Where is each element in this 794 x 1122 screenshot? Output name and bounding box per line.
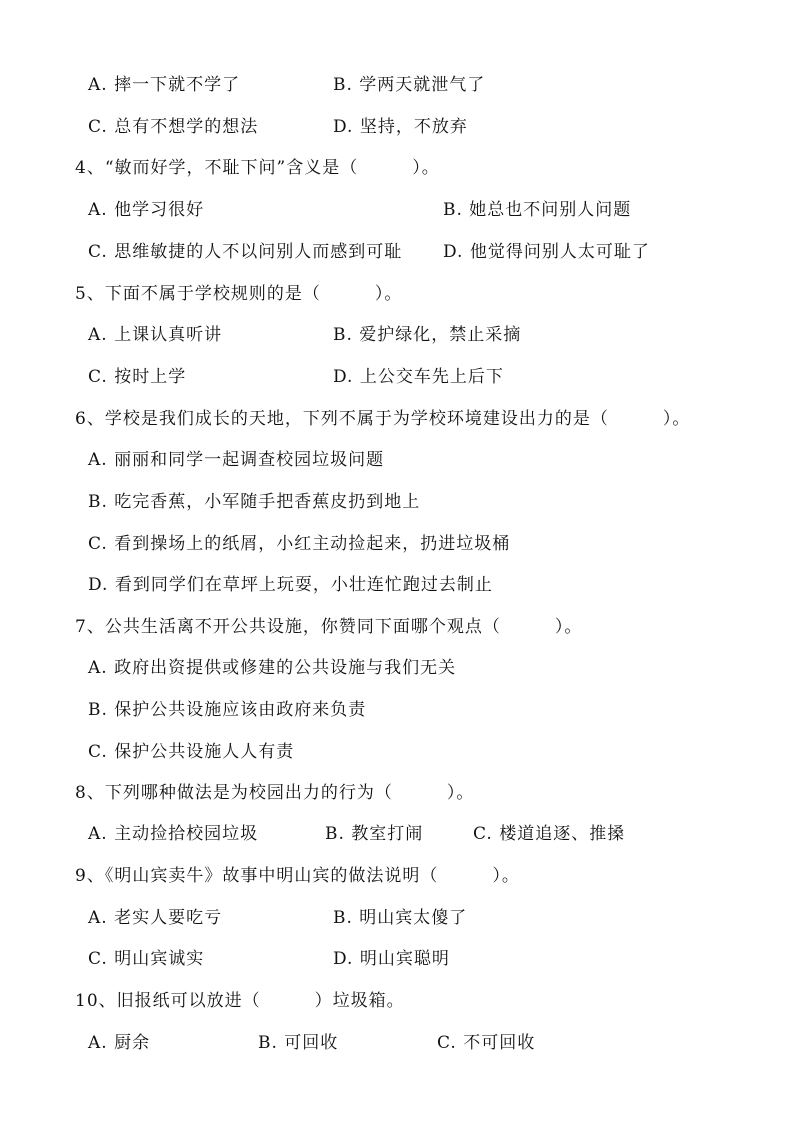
q10-option-a: A. 厨余 [88,1033,151,1053]
q6-option-b: B. 吃完香蕉，小军随手把香蕉皮扔到地上 [88,492,421,512]
q7-option-b: B. 保护公共设施应该由政府来负责 [88,700,367,720]
q7-stem: 7、公共生活离不开公共设施，你赞同下面哪个观点（ ）。 [75,617,583,637]
q5-stem: 5、下面不属于学校规则的是（ ）。 [75,284,403,304]
q10-stem: 10、旧报纸可以放进（ ）垃圾箱。 [75,991,405,1011]
q6-option-d: D. 看到同学们在草坪上玩耍，小壮连忙跑过去制止 [88,575,493,595]
q8-option-a: A. 主动捡拾校园垃圾 [88,824,259,844]
q4-option-b: B. 她总也不问别人问题 [443,200,632,220]
q4-stem: 4、“敏而好学，不耻下问”含义是（ ）。 [75,158,440,178]
q4-option-d: D. 他觉得问别人太可耻了 [443,242,650,262]
q7-option-c: C. 保护公共设施人人有责 [88,742,295,762]
q6-option-c: C. 看到操场上的纸屑，小红主动捡起来，扔进垃圾桶 [88,534,511,554]
q4-option-c: C. 思维敏捷的人不以问别人而感到可耻 [88,242,403,262]
q8-option-b: B. 教室打闹 [325,824,424,844]
q3-option-d: D. 坚持，不放弃 [333,117,468,137]
q10-option-b: B. 可回收 [258,1033,339,1053]
q9-option-a: A. 老实人要吃亏 [88,908,223,928]
q5-option-b: B. 爱护绿化，禁止采摘 [333,325,522,345]
q4-option-a: A. 他学习很好 [88,200,205,220]
q3-option-a: A. 摔一下就不学了 [88,75,241,95]
q5-option-d: D. 上公交车先上后下 [333,367,504,387]
q5-option-a: A. 上课认真听讲 [88,325,223,345]
q10-option-c: C. 不可回收 [437,1033,536,1053]
q9-stem: 9、《明山宾卖牛》故事中明山宾的做法说明（ ）。 [75,866,520,886]
q3-option-c: C. 总有不想学的想法 [88,117,259,137]
q6-stem: 6、学校是我们成长的天地，下列不属于为学校环境建设出力的是（ ）。 [75,409,691,429]
q9-option-c: C. 明山宾诚实 [88,949,205,969]
q9-option-d: D. 明山宾聪明 [333,949,450,969]
q8-option-c: C. 楼道追逐、推搡 [473,824,626,844]
q6-option-a: A. 丽丽和同学一起调查校园垃圾问题 [88,450,385,470]
q9-option-b: B. 明山宾太傻了 [333,908,468,928]
q5-option-c: C. 按时上学 [88,367,187,387]
q7-option-a: A. 政府出资提供或修建的公共设施与我们无关 [88,658,457,678]
q8-stem: 8、下列哪种做法是为校园出力的行为（ ）。 [75,783,475,803]
q3-option-b: B. 学两天就泄气了 [333,75,486,95]
